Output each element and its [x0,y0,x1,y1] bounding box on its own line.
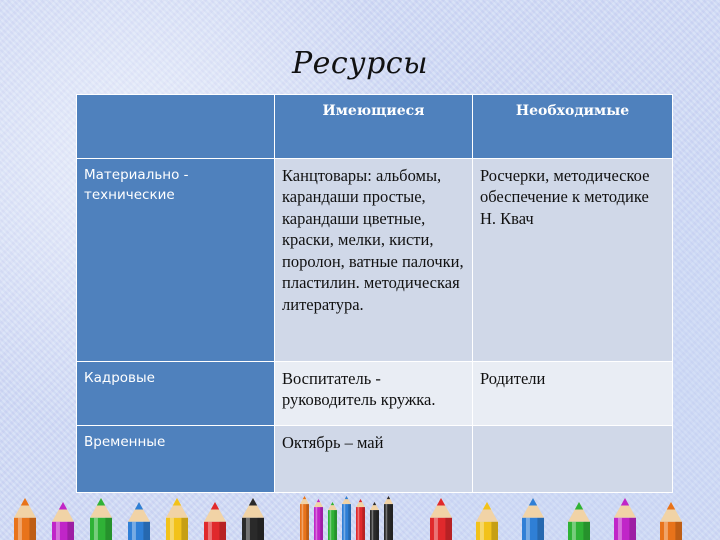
row-label: Материально - технические [77,159,275,362]
pencil-icon [370,502,379,540]
table-row [77,362,673,426]
pencil-icon [300,496,309,540]
required-cell: Росчерки, методическое обеспечение к методике Н. Квач [473,159,673,362]
pencil-icon [14,498,36,540]
pencil-icon [522,498,544,540]
pencil-icon [476,502,498,540]
slide-title: Ресурсы [291,46,429,81]
pencil-icon [166,498,188,540]
pencil-icon [328,502,337,540]
available-cell: Воспитатель - руководитель кружка. [275,362,473,426]
pencil-icon [568,502,590,540]
pencil-icon [128,502,150,540]
pencil-icon [614,498,636,540]
row-label: Кадровые [77,362,275,426]
pencil-icon [342,496,351,540]
pencils-decoration [0,490,720,540]
table-row [77,426,673,493]
table-row [77,159,673,362]
pencil-icon [314,499,323,540]
available-cell: Канцтовары: альбомы, карандаши простые, карандаши цветные, краски, мелки, кисти, поролон, ватные палочки, пластилин. методическая литература. [275,159,473,362]
required-cell [473,426,673,493]
pencil-icon [384,496,393,540]
header-empty [77,95,275,159]
available-cell: Октябрь – май [275,426,473,493]
header-required: Необходимые [473,95,673,159]
pencil-icon [660,502,682,540]
pencil-icon [204,502,226,540]
header-available: Имеющиеся [275,95,473,159]
resources-table [76,94,673,493]
row-label: Временные [77,426,275,493]
pencil-icon [430,498,452,540]
pencil-icon [356,499,365,540]
table-header-row [77,95,673,159]
pencil-icon [90,498,112,540]
pencil-icon [242,498,264,540]
pencil-icon [52,502,74,540]
required-cell: Родители [473,362,673,426]
